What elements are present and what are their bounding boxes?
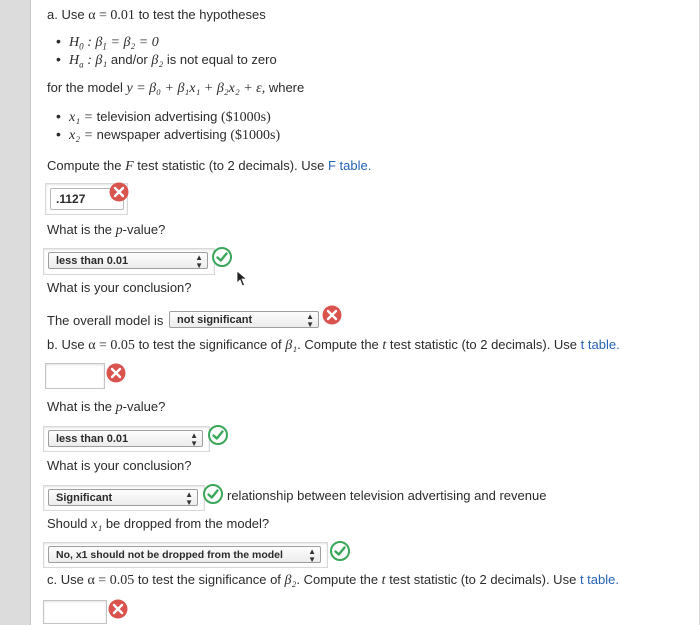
check-circle-icon: [207, 424, 229, 446]
pvalue-a-selected: less than 0.01: [56, 255, 129, 267]
pvalue-b-post: -value?: [122, 399, 166, 414]
part-b-beta: β₁: [285, 338, 298, 353]
check-circle-icon: [211, 246, 233, 268]
select-arrows-icon: ▲ ▼: [308, 547, 316, 564]
x2-desc: newspaper advertising: [96, 127, 227, 142]
part-b-intro: [47, 337, 620, 354]
part-b-t: t: [382, 338, 387, 353]
drop-selected: No, x1 should not be dropped from the model: [56, 549, 283, 561]
part-c-post: . Compute the: [296, 572, 379, 587]
h0-symbol: H: [69, 35, 80, 50]
h0-subscript: 0: [79, 41, 84, 52]
pvalue-b-selected: less than 0.01: [56, 433, 129, 445]
x-circle-icon: [108, 181, 130, 203]
model-pre: for the model: [47, 80, 123, 95]
model-post: where: [268, 80, 305, 95]
overall-model-select[interactable]: [169, 311, 319, 328]
part-b-post2: test statistic (to 2 decimals). Use: [389, 337, 578, 352]
conclusion-prompt-b: What is your conclusion?: [47, 458, 192, 473]
overall-model-label: The overall model is: [47, 313, 164, 328]
ha-andor: and/or: [110, 52, 148, 67]
alternative-hypothesis: [69, 52, 277, 70]
f-prompt-pre: Compute the: [47, 158, 122, 173]
pvalue-a-post: -value?: [122, 222, 166, 237]
pvalue-prompt-b: [47, 399, 165, 416]
part-c-alpha: α = 0.05: [87, 573, 135, 588]
x1-var: x₁ =: [69, 110, 94, 125]
x-circle-icon: [105, 362, 127, 384]
f-symbol: F: [125, 159, 134, 174]
part-b-post: . Compute the: [297, 337, 379, 352]
ha-subscript: a: [79, 59, 84, 70]
h0-rest: = β₂ = 0: [110, 35, 159, 50]
drop-pre: Should: [47, 516, 88, 531]
check-circle-icon: [202, 483, 224, 505]
drop-select[interactable]: [48, 546, 321, 563]
pvalue-a-p: p: [115, 223, 123, 238]
x2-var: x₂ =: [69, 128, 94, 143]
pvalue-select-a[interactable]: [48, 252, 208, 269]
conclusion-prompt-a: What is your conclusion?: [47, 280, 192, 295]
pvalue-select-b[interactable]: [48, 430, 203, 447]
model-statement: [47, 80, 304, 97]
mouse-cursor-icon: [236, 270, 250, 288]
t-stat-input-b[interactable]: [45, 363, 105, 389]
part-a-intro-text: to test the hypotheses: [138, 7, 266, 22]
model-equation: y = β₀ + β₁x₁ + β₂x₂ + ε,: [126, 81, 266, 96]
t-stat-input-c[interactable]: [43, 600, 107, 624]
part-c-beta: β₂: [284, 573, 297, 588]
check-circle-icon: [329, 540, 351, 562]
null-hypothesis: [69, 34, 159, 52]
h0-eq: : β: [87, 35, 103, 50]
part-c-post2: test statistic (to 2 decimals). Use: [389, 572, 577, 587]
part-c-mid: to test the significance of: [137, 572, 281, 587]
ha-symbol: H: [69, 53, 80, 68]
h0-beta1-sub: 1: [102, 41, 107, 52]
drop-var: x₁: [91, 517, 103, 532]
ha-end: is not equal to zero: [166, 52, 277, 67]
x1-definition: [69, 109, 271, 126]
x2-unit: ($1000s): [230, 128, 281, 143]
part-c-label: c. Use: [47, 572, 84, 587]
ha-beta1: : β₁: [87, 53, 108, 68]
t-table-link-b[interactable]: t table.: [580, 337, 620, 352]
x2-definition: [69, 127, 280, 144]
part-b-label: b. Use: [47, 337, 85, 352]
pvalue-b-pre: What is the: [47, 399, 113, 414]
part-b-mid: to test the significance of: [138, 337, 282, 352]
part-c-t: t: [381, 573, 386, 588]
x1-desc: television advertising: [96, 109, 218, 124]
f-table-link[interactable]: F table.: [328, 158, 372, 173]
f-stat-input[interactable]: .1127: [50, 188, 124, 210]
part-a-label: a. Use: [47, 7, 85, 22]
relationship-text: relationship between television advertising and revenue: [227, 488, 547, 503]
significance-selected: Significant: [56, 492, 113, 504]
question-page: [30, 0, 699, 625]
x-circle-icon: [107, 598, 129, 620]
pvalue-b-p: p: [115, 400, 123, 415]
significance-select[interactable]: [48, 489, 198, 506]
select-arrows-icon: ▲ ▼: [306, 312, 314, 329]
ha-beta2: β₂: [151, 53, 164, 68]
select-arrows-icon: ▲ ▼: [195, 253, 203, 270]
select-arrows-icon: ▲ ▼: [185, 490, 193, 507]
f-stat-prompt: [47, 158, 371, 175]
drop-prompt: [47, 516, 269, 533]
part-c-intro: [47, 572, 619, 589]
pvalue-prompt-a: [47, 222, 165, 239]
f-prompt-post: test statistic (to 2 decimals). Use: [137, 158, 325, 173]
alpha-value: α = 0.01: [88, 8, 135, 23]
t-table-link-c[interactable]: t table.: [579, 572, 619, 587]
overall-selected: not significant: [177, 314, 253, 326]
select-arrows-icon: ▲ ▼: [190, 431, 198, 448]
pvalue-a-pre: What is the: [47, 222, 113, 237]
part-a-intro: [47, 7, 266, 24]
drop-post: be dropped from the model?: [105, 516, 270, 531]
x-circle-icon: [321, 304, 343, 326]
part-b-alpha: α = 0.05: [88, 338, 135, 353]
x1-unit: ($1000s): [220, 110, 271, 125]
